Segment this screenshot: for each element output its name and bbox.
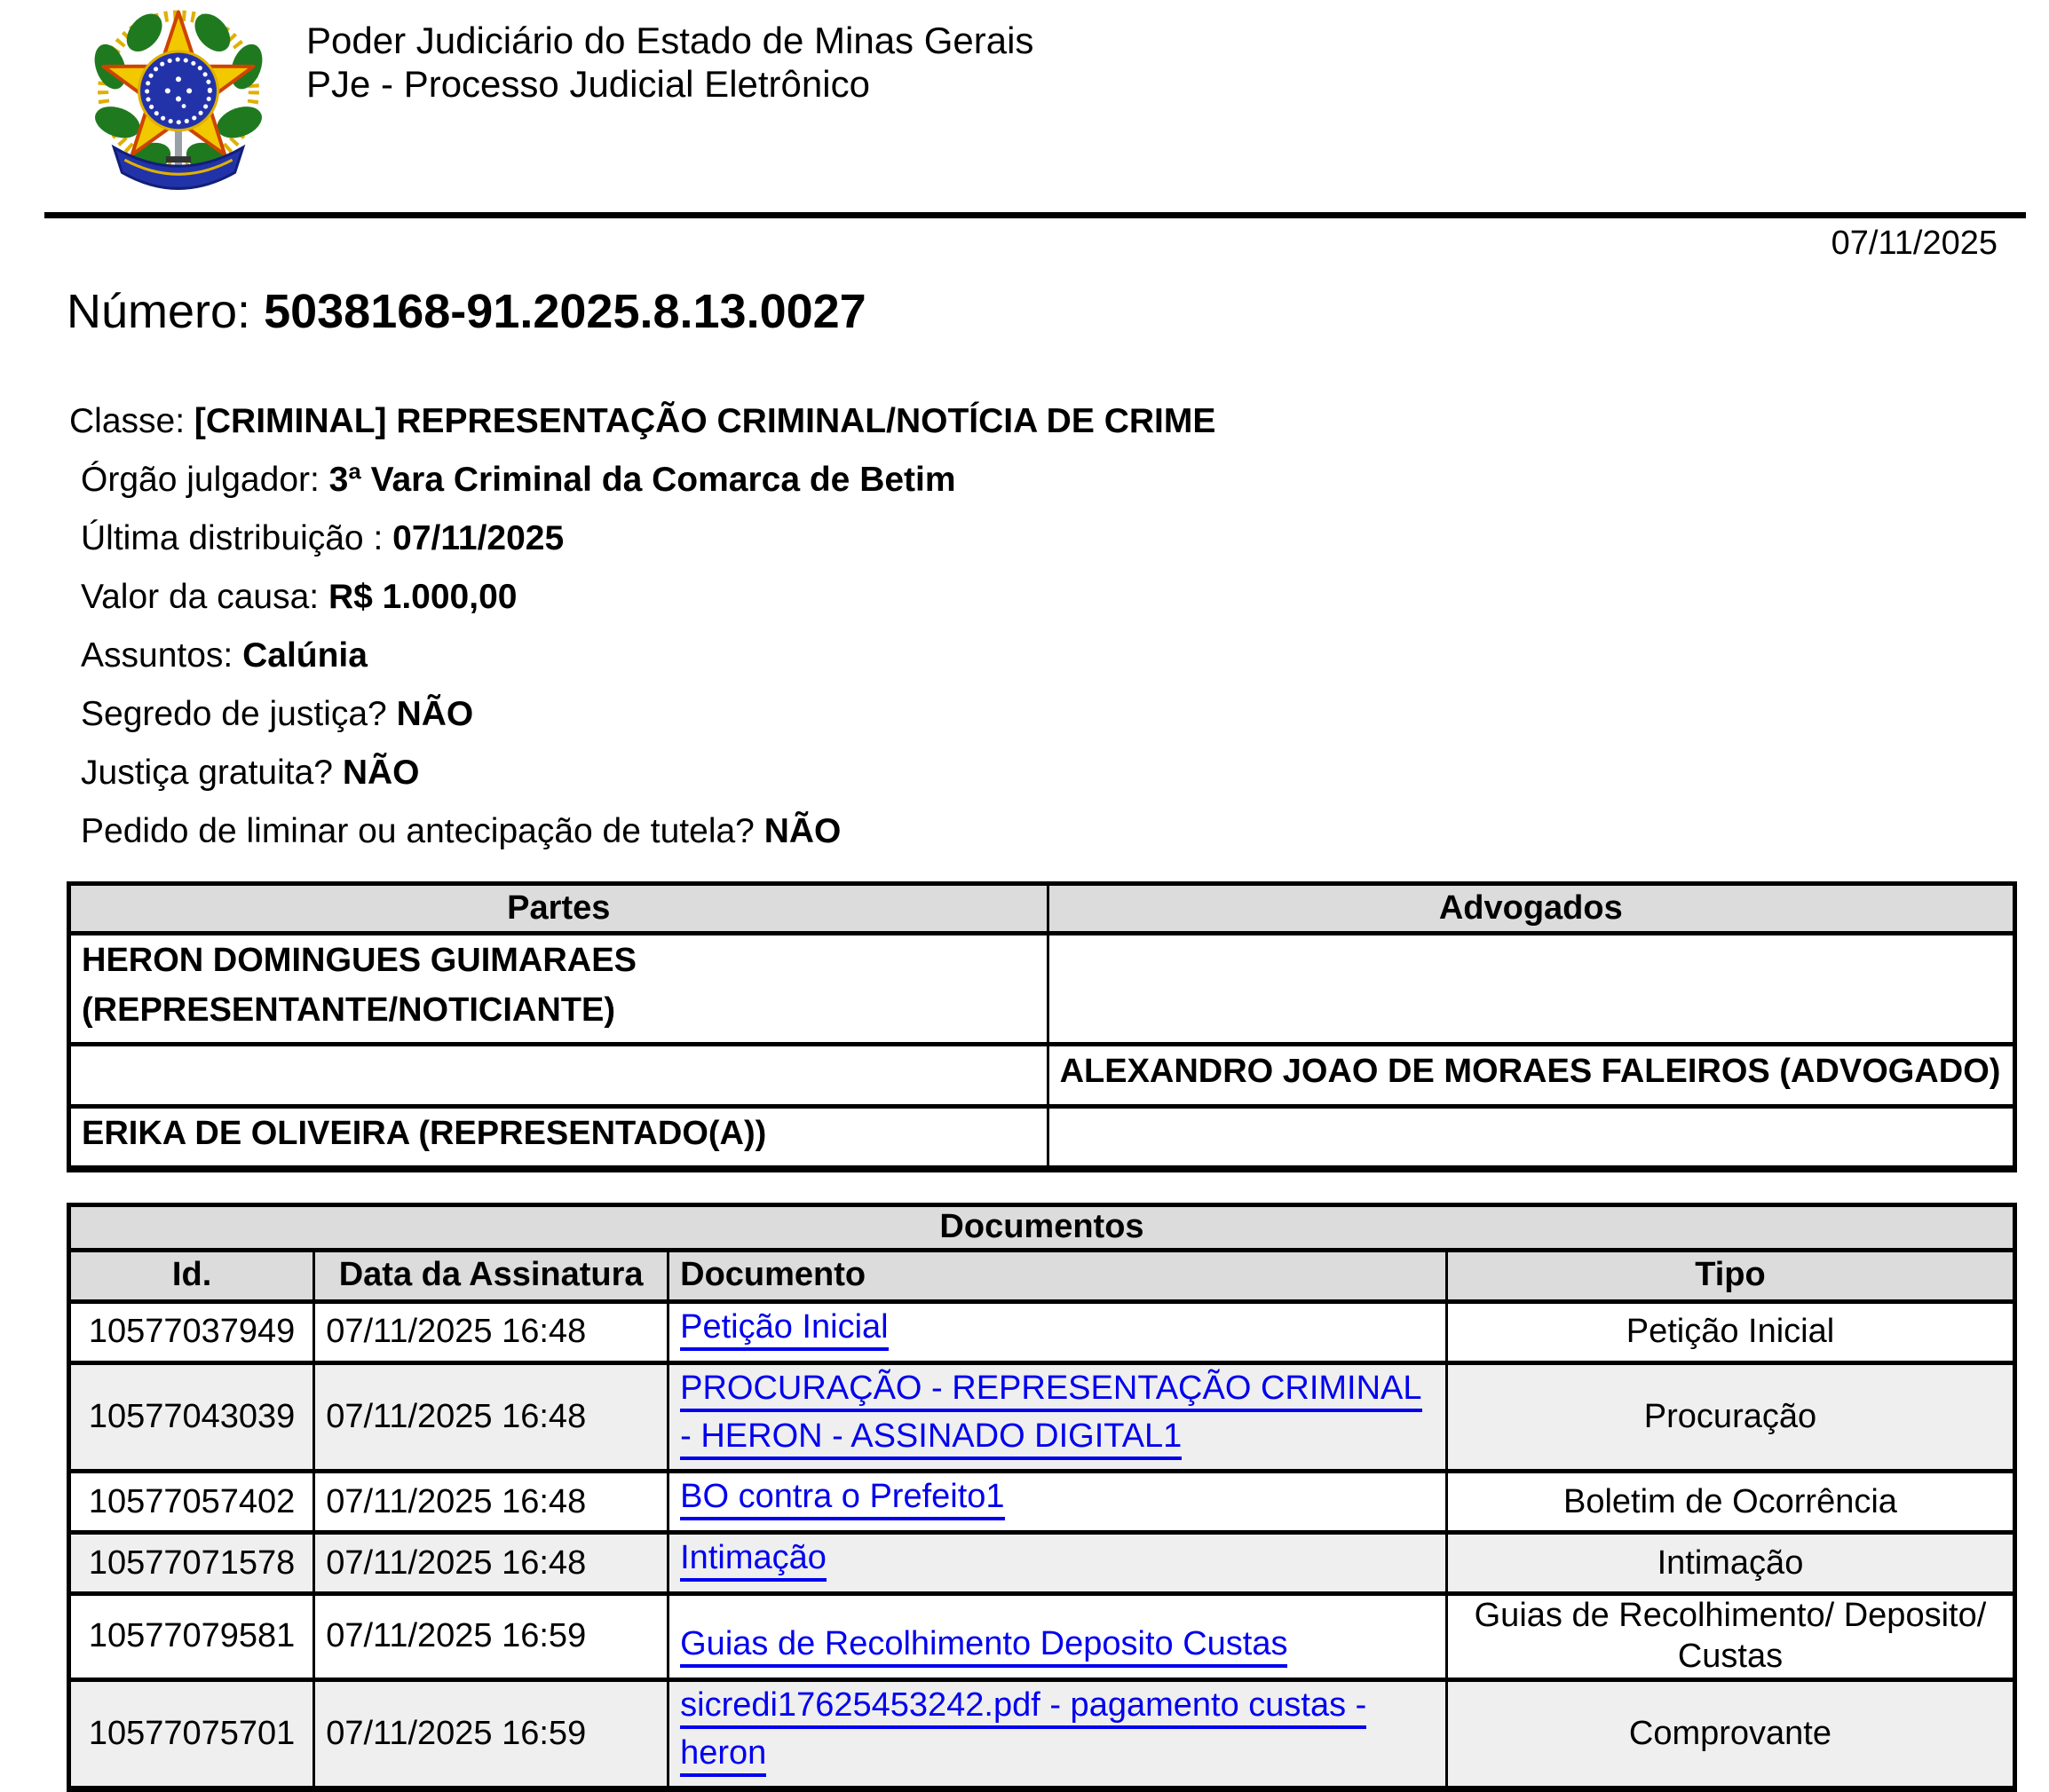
documento-id-cell: 10577079581: [69, 1594, 314, 1679]
partes-cell: [69, 1106, 1048, 1169]
document-link[interactable]: Intimação: [680, 1539, 827, 1582]
detail-label: Segredo de justiça?: [81, 695, 397, 733]
documento-link-cell: [668, 1594, 1447, 1679]
detail-line: [69, 744, 1215, 802]
partes-row: [69, 1106, 2015, 1169]
documento-data-cell: 07/11/2025 16:48: [314, 1472, 668, 1533]
documento-tipo-cell: Procuração: [1446, 1362, 2014, 1472]
documento-link-cell: [668, 1679, 1447, 1789]
documento-data-cell: 07/11/2025 16:48: [314, 1362, 668, 1472]
documento-tipo-cell: Intimação: [1446, 1533, 2014, 1594]
detail-line: [69, 509, 1215, 568]
detail-line: [69, 627, 1215, 685]
process-number-value: 5038168-91.2025.8.13.0027: [264, 285, 866, 338]
detail-value: Calúnia: [242, 636, 368, 675]
documento-tipo-cell: Petição Inicial: [1446, 1301, 2014, 1362]
header-divider-rule: [44, 212, 2026, 218]
detail-line: [69, 568, 1215, 627]
detail-value: R$ 1.000,00: [328, 578, 518, 616]
documento-data-cell: 07/11/2025 16:48: [314, 1301, 668, 1362]
documento-id-cell: 10577075701: [69, 1679, 314, 1789]
documento-id-cell: 10577037949: [69, 1301, 314, 1362]
documentos-title-row: [69, 1205, 2015, 1251]
process-number-label: Número:: [67, 285, 265, 338]
partes-header-row: [69, 884, 2015, 934]
detail-value: NÃO: [396, 695, 474, 733]
documento-tipo-cell: Boletim de Ocorrência: [1446, 1472, 2014, 1533]
detail-label: Órgão julgador:: [81, 461, 329, 499]
advogados-header: Advogados: [1048, 884, 2014, 934]
documentos-table-body: [69, 1301, 2015, 1789]
header-org-line2: PJe - Processo Judicial Eletrônico: [306, 62, 870, 105]
documento-data-cell: 07/11/2025 16:48: [314, 1533, 668, 1594]
documento-tipo-cell: Comprovante: [1446, 1679, 2014, 1789]
header-org-line1: Poder Judiciário do Estado de Minas Gerais: [306, 20, 1034, 61]
detail-line: [69, 685, 1215, 744]
documento-id-cell: 10577043039: [69, 1362, 314, 1472]
partes-row: [69, 1045, 2015, 1106]
id-column-header: Id.: [69, 1250, 314, 1301]
documento-row: [69, 1679, 2015, 1789]
process-details: [69, 392, 1215, 861]
documento-row: [69, 1594, 2015, 1679]
header-org-title: [306, 20, 1033, 106]
partes-table: [67, 881, 2017, 1172]
data-assinatura-column-header: Data da Assinatura: [314, 1250, 668, 1301]
tipo-column-header: Tipo: [1446, 1250, 2014, 1301]
detail-label: Classe:: [69, 402, 194, 440]
documento-id-cell: 10577071578: [69, 1533, 314, 1594]
documento-link-cell: [668, 1472, 1447, 1533]
brazil-coat-of-arms-logo: [89, 5, 268, 199]
detail-value: NÃO: [763, 812, 842, 850]
partes-cell: [69, 934, 1048, 1045]
documento-tipo-cell: Guias de Recolhimento/ Deposito/ Custas: [1446, 1594, 2014, 1679]
detail-value: 3ª Vara Criminal da Comarca de Betim: [328, 461, 956, 499]
documento-link-cell: [668, 1301, 1447, 1362]
partes-row: [69, 934, 2015, 1045]
detail-label: Valor da causa:: [81, 578, 328, 616]
documento-link-cell: [668, 1533, 1447, 1594]
detail-label: Assuntos:: [81, 636, 243, 675]
partes-cell: [69, 1045, 1048, 1106]
advogados-cell: [1048, 1045, 2014, 1106]
detail-value: [CRIMINAL] REPRESENTAÇÃO CRIMINAL/NOTÍCIA DE CRIME: [194, 402, 1216, 440]
detail-line: [69, 802, 1215, 861]
detail-label: Justiça gratuita?: [81, 754, 343, 792]
advogados-cell-text: ALEXANDRO JOAO DE MORAES FALEIROS (ADVOGADO): [1059, 1053, 2001, 1091]
documento-data-cell: 07/11/2025 16:59: [314, 1594, 668, 1679]
documentos-header-row: [69, 1250, 2015, 1301]
documento-id-cell: 10577057402: [69, 1472, 314, 1533]
detail-line: [69, 451, 1215, 509]
process-number-line: [67, 284, 866, 339]
documento-row: [69, 1472, 2015, 1533]
detail-line: [69, 392, 1215, 451]
documento-row: [69, 1362, 2015, 1472]
detail-value: NÃO: [342, 754, 420, 792]
partes-cell-text: HERON DOMINGUES GUIMARAES: [82, 942, 637, 979]
document-link[interactable]: Guias de Recolhimento Deposito Custas: [680, 1625, 1287, 1668]
advogados-cell: [1048, 1106, 2014, 1169]
partes-table-body: [69, 934, 2015, 1169]
document-link[interactable]: Petição Inicial: [680, 1308, 888, 1351]
detail-label: Pedido de liminar ou antecipação de tutela?: [81, 812, 764, 850]
document-link[interactable]: sicredi17625453242.pdf - pagamento custas - heron: [680, 1686, 1366, 1777]
document-link[interactable]: BO contra o Prefeito1: [680, 1478, 1004, 1520]
documento-row: [69, 1533, 2015, 1594]
document-link[interactable]: PROCURAÇÃO - REPRESENTAÇÃO CRIMINAL - HERON - ASSINADO DIGITAL1: [680, 1370, 1421, 1460]
documento-link-cell: [668, 1362, 1447, 1472]
detail-value: 07/11/2025: [392, 519, 565, 557]
detail-label: Última distribuição :: [81, 519, 393, 557]
partes-header: Partes: [69, 884, 1048, 934]
documentos-title: Documentos: [69, 1205, 2015, 1251]
advogados-cell: [1048, 934, 2014, 1045]
documento-column-header: Documento: [668, 1250, 1447, 1301]
partes-cell-text: (REPRESENTANTE/NOTICIANTE): [82, 991, 615, 1030]
partes-cell-text: ERIKA DE OLIVEIRA (REPRESENTADO(A)): [82, 1114, 767, 1152]
documentos-table: [67, 1203, 2017, 1792]
documento-data-cell: 07/11/2025 16:59: [314, 1679, 668, 1789]
print-date: 07/11/2025: [1831, 225, 1998, 262]
documento-row: [69, 1301, 2015, 1362]
